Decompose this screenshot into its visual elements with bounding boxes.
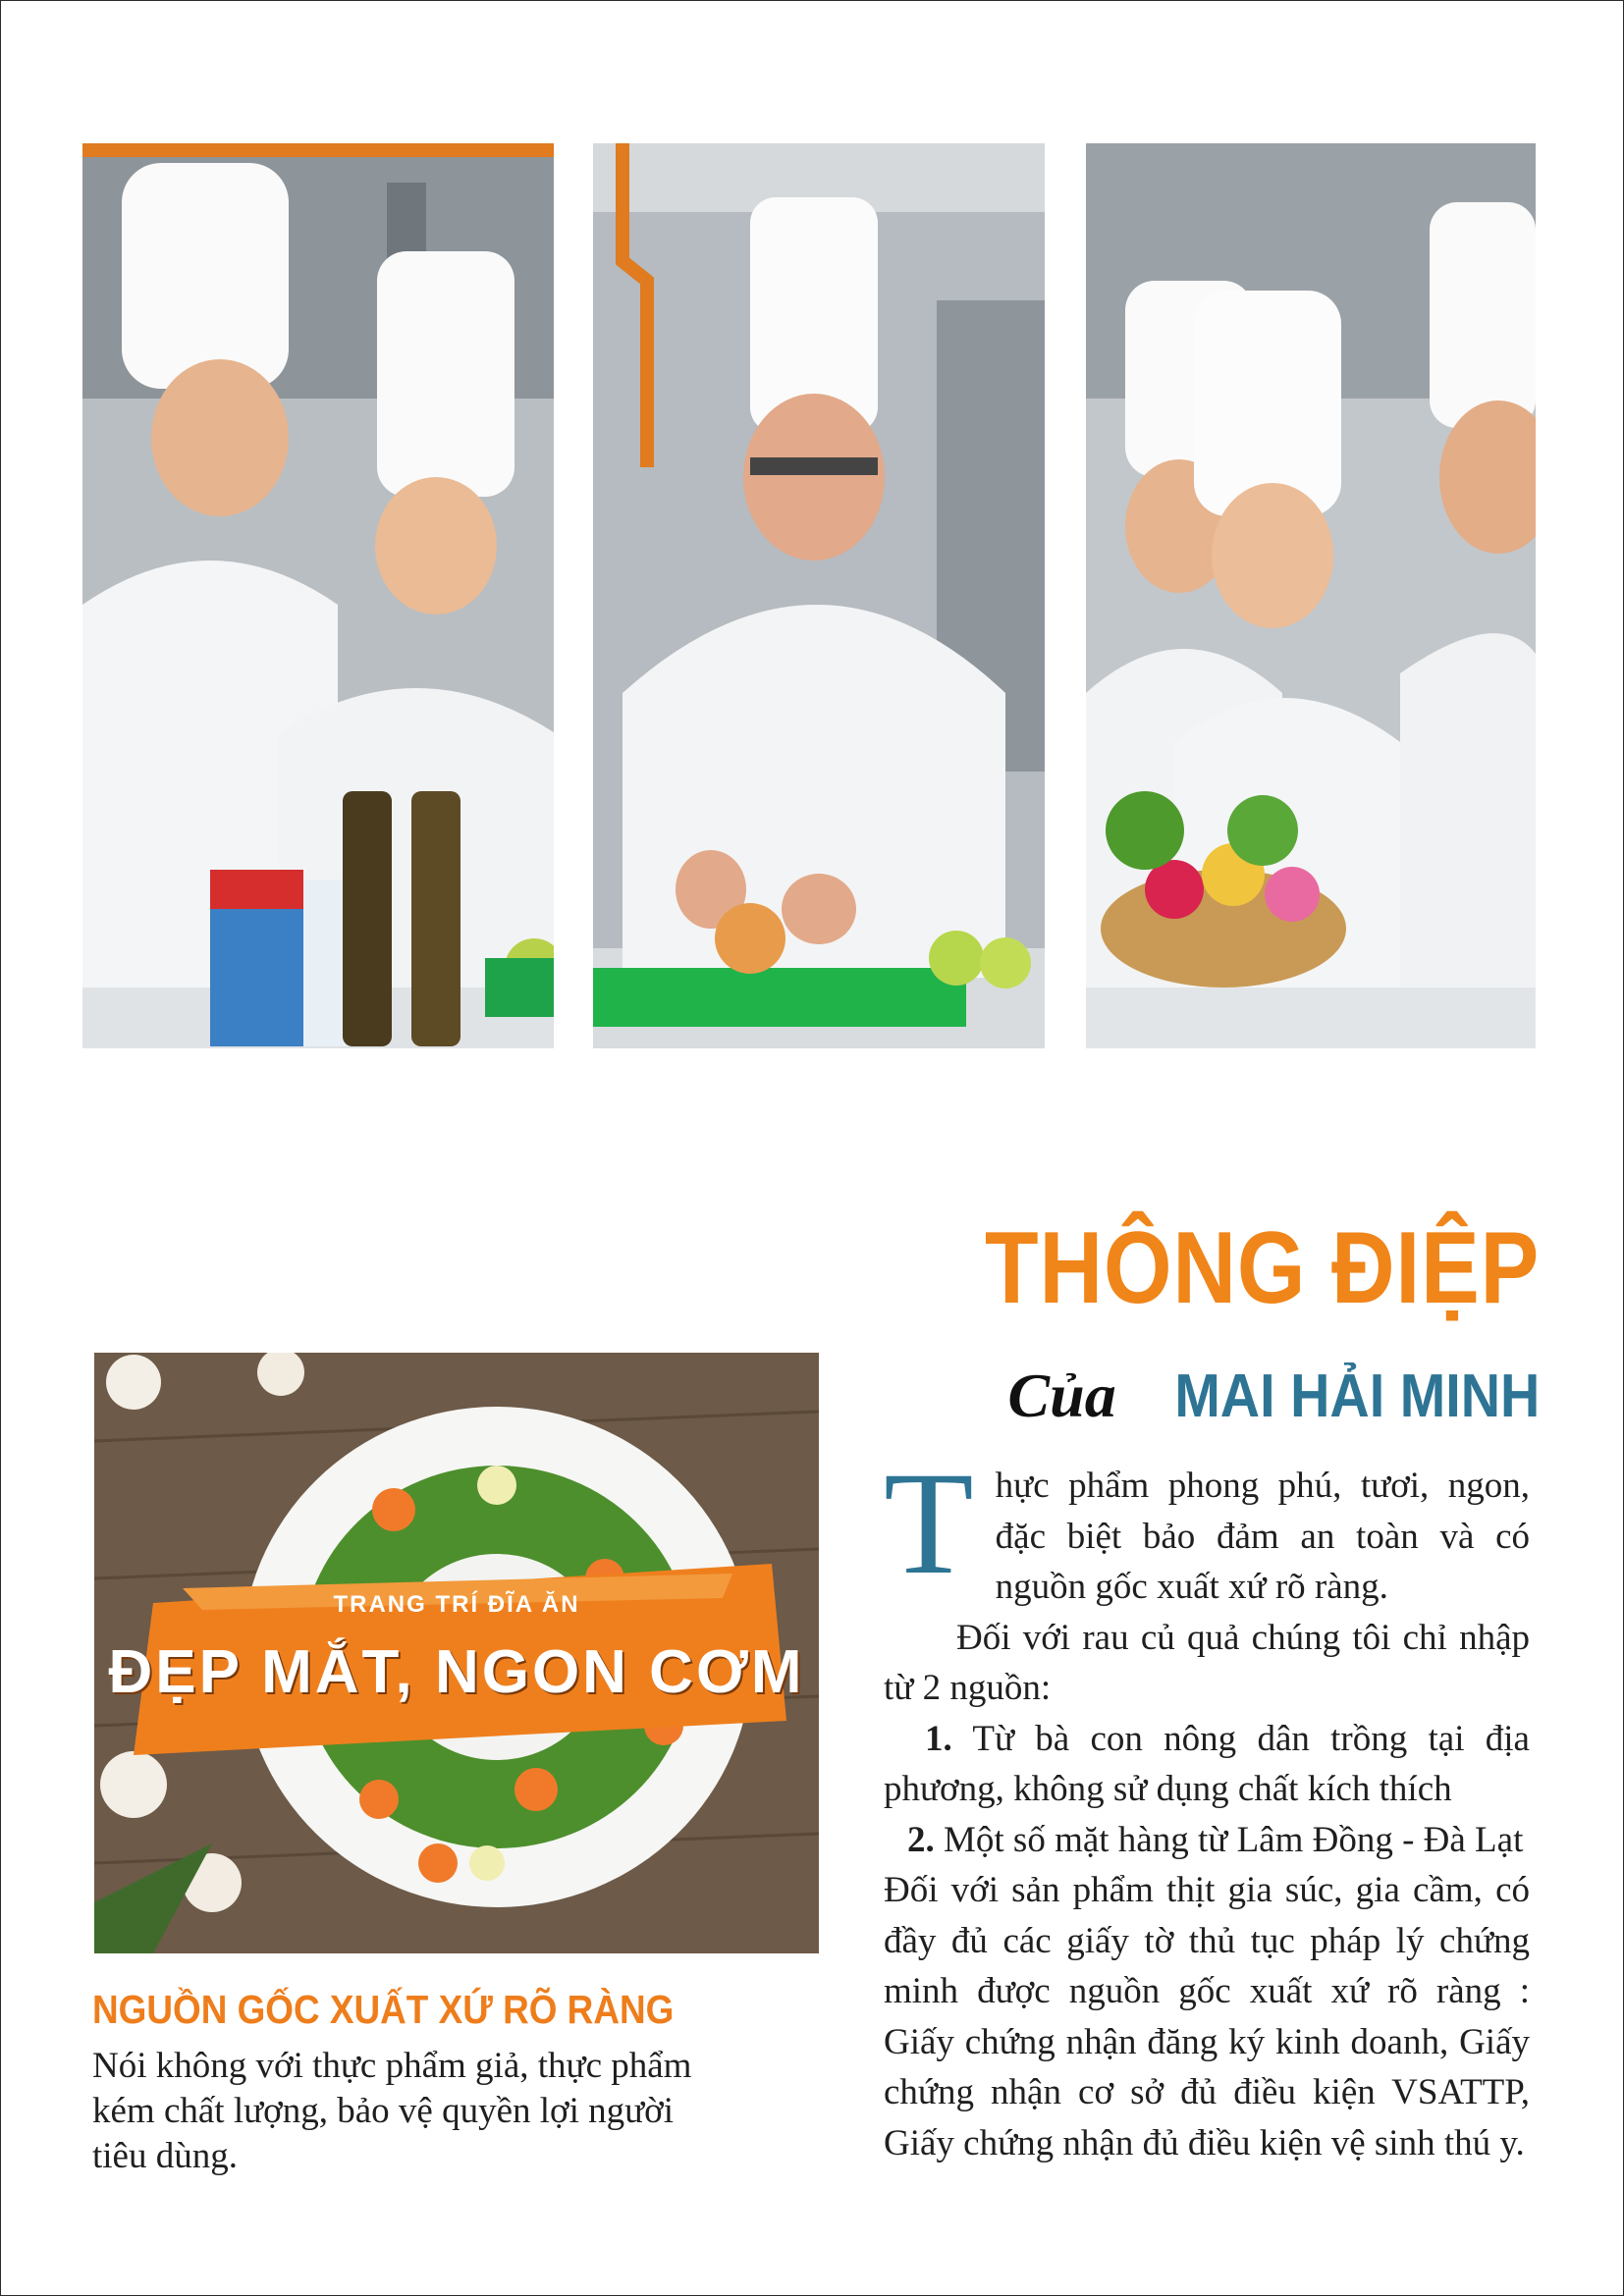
chef-slicing-fruit-photo (593, 143, 1045, 1048)
list-item-1 (884, 1714, 1530, 1815)
headline-subtitle (1007, 1360, 1540, 1432)
article-paragraph-2: Đối với rau củ quả chúng tôi chỉ nhập từ 2 nguồn: (884, 1617, 1530, 1708)
section-title: NGUỒN GỐC XUẤT XỨ RÕ RÀNG (92, 1987, 675, 2032)
headline-title: THÔNG ĐIỆP (984, 1211, 1540, 1325)
section-text: Nói không với thực phẩm giả, thực phẩm kém chất lượng, bảo vệ quyền lợi người tiêu dùng. (92, 2046, 692, 2176)
subtitle-prefix: Của (1007, 1361, 1116, 1430)
subtitle-name: MAI HẢI MINH (1174, 1362, 1540, 1430)
article-paragraph-1-text: hực phẩm phong phú, tươi, ngon, đặc biệt bảo đảm an toàn và có nguồn gốc xuất xứ rõ ràng. (995, 1466, 1530, 1607)
list-item-2 (884, 1815, 1530, 1866)
list-item-2-text: Một số mặt hàng từ Lâm Đồng - Đà Lạt (944, 1819, 1524, 1860)
drop-cap: T (884, 1442, 974, 1605)
article-paragraph-3: Đối với sản phẩm thịt gia súc, gia cầm, có đầy đủ các giấy tờ thủ tục pháp lý chứng minh được nguồn gốc xuất xứ rõ ràng : Giấy chứng nhận đăng ký kinh doanh, Giấy chứng nhận cơ sở đủ điều kiện VSATTP, Giấy chứng nhận đủ điều kiện vệ sinh thú y. (884, 1870, 1530, 2163)
list-item-1-number: 1. (925, 1718, 952, 1759)
banner-small-text: TRANG TRÍ ĐĨA ĂN (333, 1591, 580, 1618)
chefs-with-fruit-basket-photo (1086, 143, 1536, 1048)
list-item-1-text: Từ bà con nông dân trồng tại địa phương, không sử dụng chất kích thích (884, 1718, 1530, 1809)
chefs-at-counter-photo (82, 143, 554, 1048)
banner-big-text: ĐẸP MẮT, NGON CƠM (108, 1638, 805, 1706)
list-item-2-number: 2. (907, 1819, 935, 1860)
vegetable-platter-photo (94, 1353, 819, 1953)
article-paragraph-1 (884, 1442, 1530, 1613)
article-body (884, 1442, 1530, 2168)
